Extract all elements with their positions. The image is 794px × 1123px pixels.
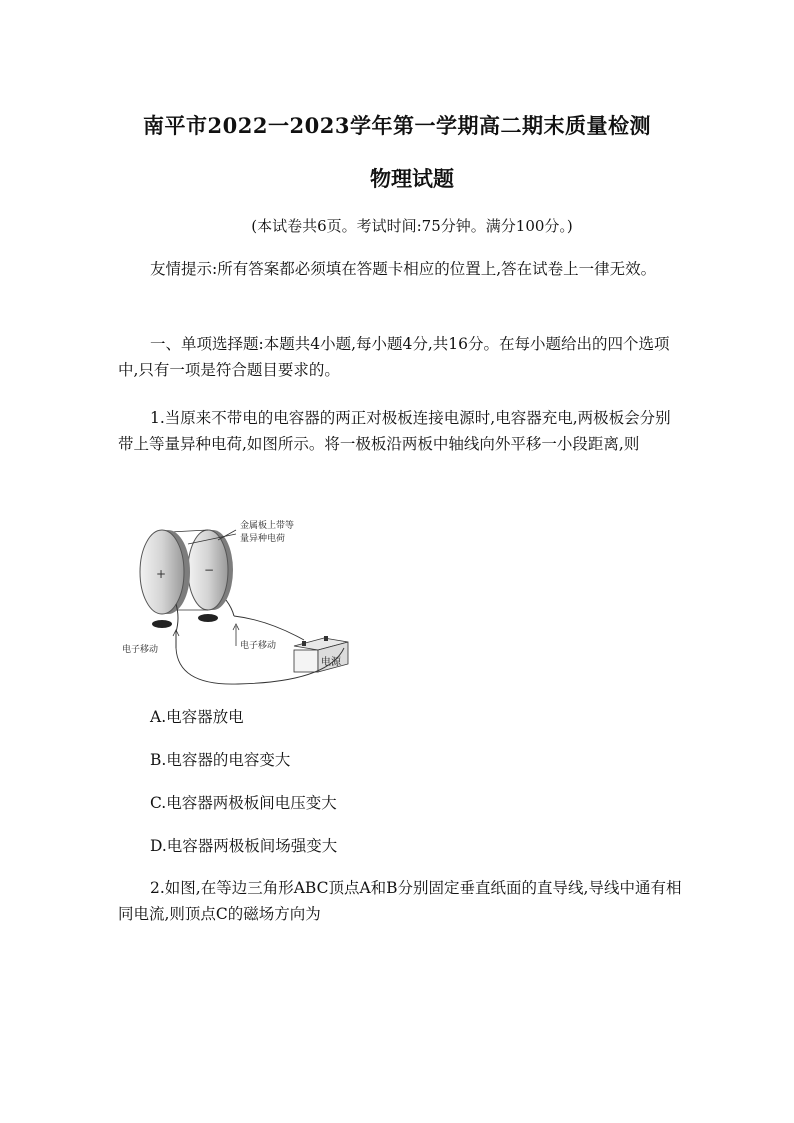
question-2-stem: 2.如图,在等边三角形ABC顶点A和B分别固定垂直纸面的直导线,导线中通有相同电流,则顶点C的磁场方向为 [118, 879, 682, 923]
capacitor-figure [118, 508, 358, 690]
question-1-option-d[interactable]: D.电容器两极板间场强变大 [150, 837, 338, 855]
plates-label-line2: 量异种电荷 [240, 534, 286, 544]
plus-sign: + [156, 567, 167, 581]
power-label: 电源 [321, 657, 341, 668]
negative-plate [188, 530, 233, 610]
electron-move-left-label: 电子移动 [122, 645, 159, 655]
section-heading: 一、单项选择题:本题共4小题,每小题4分,共16分。在每小题给出的四个选项中,只有一项是符合题目要求的。 [118, 335, 670, 379]
friendly-tip: 友情提示:所有答案都必须填在答题卡相应的位置上,答在试卷上一律无效。 [150, 260, 657, 278]
plates-label-line1: 金属板上带等 [240, 521, 295, 531]
exam-subtitle: 物理试题 [370, 166, 454, 191]
exam-title: 南平市2022一2023学年第一学期高二期末质量检测 [143, 113, 651, 138]
question-1-option-a[interactable]: A.电容器放电 [150, 708, 244, 726]
minus-sign: − [204, 563, 215, 577]
question-1-stem: 1.当原来不带电的电容器的两正对极板连接电源时,电容器充电,两极板会分别带上等量异种电荷,如图所示。将一极板沿两板中轴线向外平移一小段距离,则 [118, 409, 671, 453]
positive-plate [140, 530, 190, 614]
question-1-option-b[interactable]: B.电容器的电容变大 [150, 751, 291, 769]
electron-move-right-label: 电子移动 [240, 641, 277, 651]
exam-note: (本试卷共6页。考试时间:75分钟。满分100分。) [251, 217, 573, 235]
question-1-option-c[interactable]: C.电容器两极板间电压变大 [150, 794, 337, 812]
